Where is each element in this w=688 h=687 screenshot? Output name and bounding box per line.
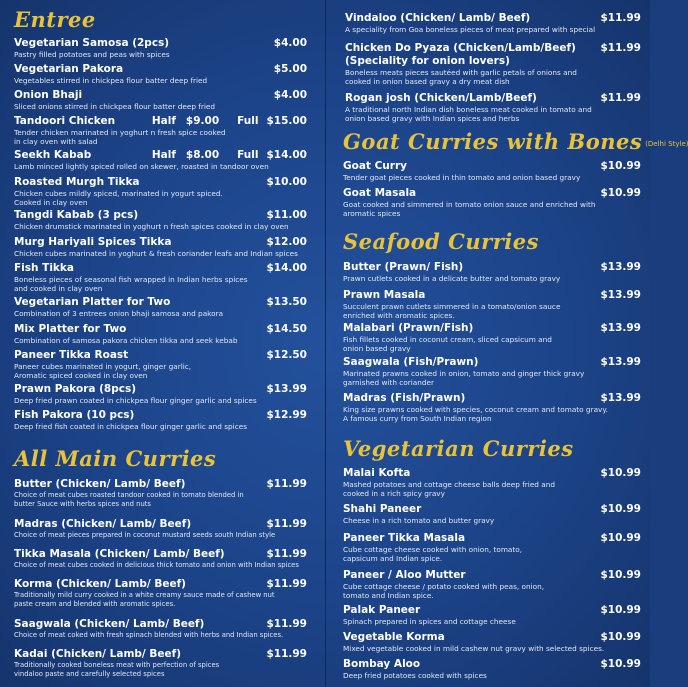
menu-item-row <box>14 618 307 631</box>
item-name: Butter (Chicken/ Lamb/ Beef) <box>14 478 186 490</box>
item-price: $10.99 <box>600 604 641 616</box>
item-name: Madras (Fish/Prawn) <box>343 392 466 404</box>
menu-item <box>343 569 641 600</box>
menu-item-row <box>14 115 307 128</box>
goat-subtitle: (Delhi Style) <box>645 139 688 148</box>
item-price: $13.99 <box>600 261 641 273</box>
menu-item <box>14 262 307 293</box>
item-price: $14.00 <box>266 149 307 161</box>
item-description: Deep fried fish coated in chickpea flour ginger garlic and spices <box>14 422 247 431</box>
item-price: $13.50 <box>266 296 307 308</box>
item-name: Korma (Chicken/ Lamb/ Beef) <box>14 578 186 590</box>
item-price: $11.99 <box>266 648 307 660</box>
menu-item-row <box>343 631 641 644</box>
menu-item-row <box>343 289 641 302</box>
item-price: $10.99 <box>600 503 641 515</box>
item-price: $10.99 <box>600 532 641 544</box>
item-description: Deep fried prawn coated in chickpea flour ginger garlic and spices <box>14 396 257 405</box>
item-name-note: (Speciality for onion lovers) <box>345 55 510 67</box>
menu-item-row <box>343 569 641 582</box>
menu-item <box>343 604 641 626</box>
half-label: Half <box>151 149 176 161</box>
item-description: Boneless meats pieces sautéed with garlic petals of onions and <box>345 68 577 77</box>
item-price: $13.99 <box>266 383 307 395</box>
item-description: Succulent prawn cutlets simmered in a tomato/onion sauce <box>343 302 561 311</box>
menu-item-row <box>14 262 307 275</box>
item-price: $11.99 <box>266 618 307 630</box>
item-description: enriched with aromatic spices. <box>343 311 455 320</box>
item-description: Paneer cubes marinated in yogurt, ginger garlic, <box>14 362 192 371</box>
item-description: Sliced onions stirred in chickpea flour batter deep fried <box>14 102 216 111</box>
menu-item-row <box>14 37 307 50</box>
goat-title-text: Goat Curries with Bones <box>343 129 643 154</box>
item-description: Mashed potatoes and cottage cheese balls deep fried and <box>343 480 555 489</box>
item-description: Mixed vegetable cooked in mild cashew nut gravy with selected spices. <box>343 644 605 653</box>
menu-item <box>14 578 307 608</box>
item-description: King size prawns cooked with species, coconut cream and tomato gravy. <box>343 405 608 414</box>
menu-item-row <box>343 503 641 516</box>
menu-item <box>14 37 307 59</box>
entree-title: Entree <box>14 7 96 32</box>
item-description: garnished with coriander <box>343 378 435 387</box>
item-description: Spinach prepared in spices and cottage cheese <box>343 617 516 626</box>
item-name: Roasted Murgh Tikka <box>14 176 140 188</box>
item-name: Onion Bhaji <box>14 89 83 101</box>
menu-item-row <box>14 349 307 362</box>
item-name: Paneer Tikka Masala <box>343 532 466 544</box>
goat-title <box>343 130 688 156</box>
menu-item <box>14 296 307 318</box>
item-price: $13.99 <box>600 289 641 301</box>
menu-item-row <box>345 42 641 55</box>
item-description: Goat cooked and simmered in tomato onion sauce and enriched with <box>343 200 596 209</box>
item-name: Vegetarian Samosa (2pcs) <box>14 37 170 49</box>
item-description: Combination of samosa pakora chicken tikka and seek kebab <box>14 336 238 345</box>
item-price: $10.99 <box>600 658 641 670</box>
half-price: $9.00 <box>185 115 220 127</box>
item-description: cooked in a rich spicy gravy <box>343 489 445 498</box>
veg-section <box>343 437 574 461</box>
menu-item <box>343 503 641 525</box>
menu-item-row <box>14 648 307 661</box>
item-description: onion based gravy <box>343 344 411 353</box>
item-name: Tandoori Chicken <box>14 115 116 127</box>
half-price: $8.00 <box>185 149 220 161</box>
menu-item-row <box>345 92 641 105</box>
menu-item-row <box>14 383 307 396</box>
menu-item-row <box>14 323 307 336</box>
item-price: $11.99 <box>600 12 641 24</box>
item-description: Fish fillets cooked in coconut cream, sliced capsicum and <box>343 335 552 344</box>
item-name: Vegetarian Platter for Two <box>14 296 171 308</box>
item-name: Murg Hariyali Spices Tikka <box>14 236 172 248</box>
veg-title: Vegetarian Curries <box>343 436 574 461</box>
menu-item <box>343 356 641 387</box>
item-description: Traditionally mild curry cooked in a white creamy sauce made of cashew nut <box>14 591 275 599</box>
item-name: Prawn Masala <box>343 289 426 301</box>
menu-item-row <box>343 322 641 335</box>
item-price: $10.00 <box>266 176 307 188</box>
item-name: Goat Curry <box>343 160 407 172</box>
menu-item-row <box>14 209 307 222</box>
item-name: Butter (Prawn/ Fish) <box>343 261 464 273</box>
item-price: $10.99 <box>600 160 641 172</box>
item-name: Malai Kofta <box>343 467 411 479</box>
item-name: Goat Masala <box>343 187 417 199</box>
menu-item <box>14 323 307 345</box>
item-price: $4.00 <box>273 89 307 101</box>
item-description: paste cream and blended with aromatic spices. <box>14 599 176 608</box>
item-price: $13.99 <box>600 392 641 404</box>
menu-item <box>14 409 307 431</box>
menu-item <box>14 115 307 146</box>
item-description: Choice of meat coked with fresh spinach blended with herbs and Indian spices. <box>14 631 284 639</box>
menu-item <box>343 631 641 653</box>
menu-item-row <box>343 356 641 369</box>
item-description: and cooked in clay oven <box>14 284 103 293</box>
item-name: Fish Tikka <box>14 262 74 274</box>
menu-item <box>343 187 641 218</box>
menu-item <box>14 518 307 540</box>
item-price: $10.99 <box>600 187 641 199</box>
menu-item <box>14 176 307 207</box>
item-price: $11.99 <box>266 518 307 530</box>
item-description: A traditional north Indian dish boneless meat cooked in tomato and <box>345 105 592 114</box>
item-description: Cooked in clay oven <box>14 198 88 207</box>
menu-item-row <box>14 89 307 102</box>
item-name: Tangdi Kabab (3 pcs) <box>14 209 139 221</box>
item-description: tomato and Indian spice. <box>343 591 434 600</box>
item-name: Saagwala (Fish/Prawn) <box>343 356 479 368</box>
item-name: Paneer / Aloo Mutter <box>343 569 466 581</box>
item-price: $11.99 <box>600 42 641 54</box>
item-price: $4.00 <box>273 37 307 49</box>
half-label: Half <box>151 115 176 127</box>
item-description: Cube cottage cheese / potato cooked with peas, onion, <box>343 582 545 591</box>
item-description: Choice of meat cubes roasted tandoor cooked in tomato blended in <box>14 491 244 499</box>
item-description: vindaloo paste and carefully selected spices <box>14 669 165 678</box>
menu-item <box>343 467 641 498</box>
menu-item <box>14 383 307 405</box>
item-description: Combination of 3 entrees onion bhaji samosa and pakora <box>14 309 224 318</box>
menu-item <box>14 209 307 231</box>
item-price: $11.99 <box>600 92 641 104</box>
item-description: Prawn cutlets cooked in a delicate butter and tomato gravy <box>343 274 561 283</box>
menu-item-row <box>343 392 641 405</box>
item-description: A speciality from Goa boneless pieces of meat prepared with special <box>345 25 596 34</box>
item-description: capsicum and Indian spice. <box>343 554 443 563</box>
menu-item-row <box>343 658 641 671</box>
item-name: Vindaloo (Chicken/ Lamb/ Beef) <box>345 12 531 24</box>
menu-item <box>14 548 307 570</box>
item-description: Marinated prawns cooked in onion, tomato and ginger thick gravy <box>343 369 585 378</box>
menu-item <box>345 42 641 86</box>
item-name: Vegetable Korma <box>343 631 445 643</box>
item-name: Prawn Pakora (8pcs) <box>14 383 137 395</box>
item-description: Boneless pieces of seasonal fish wrapped in Indian herbs spices <box>14 275 248 284</box>
goat-section <box>343 130 688 156</box>
item-price: $11.99 <box>266 548 307 560</box>
item-description: Chicken cubes marinated in yoghurt & fresh coriander leafs and Indian spices <box>14 249 298 258</box>
menu-item-row <box>14 578 307 591</box>
item-name: Seekh Kabab <box>14 149 92 161</box>
item-description: Vegetables stirred in chickpea flour batter deep fried <box>14 76 208 85</box>
item-price: $12.99 <box>266 409 307 421</box>
menu-item <box>14 478 307 508</box>
item-description: cooked in onion based gravy a dry meat dish <box>345 77 510 86</box>
menu-item <box>14 618 307 640</box>
item-name: Malabari (Prawn/Fish) <box>343 322 474 334</box>
item-price: $14.50 <box>266 323 307 335</box>
item-name: Tikka Masala (Chicken/ Lamb/ Beef) <box>14 548 225 560</box>
full-label: Full <box>237 149 259 161</box>
main-curries-title: All Main Curries <box>14 446 217 471</box>
menu-item-row <box>343 187 641 200</box>
menu-item <box>14 89 307 111</box>
item-description: Chicken drumstick marinated in yoghurt n fresh spices cooked in clay oven <box>14 222 289 231</box>
menu-item-row <box>343 532 641 545</box>
menu-item <box>343 392 641 423</box>
item-price: $14.00 <box>266 262 307 274</box>
item-price: $5.00 <box>273 63 307 75</box>
menu-item-row <box>14 548 307 561</box>
item-description: Lamb minced lightly spiced rolled on skewer, roasted in tandoor oven <box>14 162 269 171</box>
item-description: Tender chicken marinated in yoghurt n fresh spice cooked <box>14 128 226 137</box>
item-price: $12.00 <box>266 236 307 248</box>
item-name: Fish Pakora (10 pcs) <box>14 409 135 421</box>
item-description: butter Sauce with herbs spices and nuts <box>14 499 151 508</box>
item-name: Mix Platter for Two <box>14 323 127 335</box>
item-price: $11.00 <box>266 209 307 221</box>
main-curries-section <box>14 447 216 471</box>
menu-item-row <box>14 149 307 162</box>
item-name: Madras (Chicken/ Lamb/ Beef) <box>14 518 192 530</box>
item-description: Cheese in a rich tomato and butter gravy <box>343 516 495 525</box>
item-description: aromatic spices <box>343 209 401 218</box>
menu-item <box>345 92 641 123</box>
item-description: Choice of meat pieces prepared in coconut mustard seeds south Indian style <box>14 531 276 539</box>
item-name: Vegetarian Pakora <box>14 63 124 75</box>
menu-item <box>14 236 307 258</box>
item-description: A famous curry from South Indian region <box>343 414 492 423</box>
menu-item <box>345 12 641 34</box>
item-price: $13.99 <box>600 322 641 334</box>
item-description: Traditionally cooked boneless meat with perfection of spices <box>14 661 220 669</box>
item-name: Chicken Do Pyaza (Chicken/Lamb/Beef) <box>345 42 576 54</box>
menu-item-row <box>343 160 641 173</box>
item-description: Deep fried potatoes cooked with spices <box>343 671 487 680</box>
menu-item-row <box>14 518 307 531</box>
item-description: onion based gravy with Indian spices and herbs <box>345 114 520 123</box>
menu-item-row <box>14 478 307 491</box>
menu-item-row <box>14 176 307 189</box>
menu-item <box>343 160 641 182</box>
seafood-title: Seafood Curries <box>343 229 539 254</box>
menu-item-row <box>14 63 307 76</box>
menu-item <box>343 532 641 563</box>
item-name: Palak Paneer <box>343 604 421 616</box>
full-label: Full <box>237 115 259 127</box>
item-price: $15.00 <box>266 115 307 127</box>
item-name: Paneer Tikka Roast <box>14 349 129 361</box>
item-description: Pastry filled potatoes and peas with spices <box>14 50 170 59</box>
menu-item-row <box>14 296 307 309</box>
menu-item-row <box>14 236 307 249</box>
item-name: Shahi Paneer <box>343 503 422 515</box>
item-price: $11.99 <box>266 578 307 590</box>
menu-item-row <box>343 467 641 480</box>
item-name: Kadai (Chicken/ Lamb/ Beef) <box>14 648 182 660</box>
seafood-section <box>343 230 539 254</box>
item-name: Rogan josh (Chicken/Lamb/Beef) <box>345 92 537 104</box>
item-price: $10.99 <box>600 467 641 479</box>
item-description: Aromatic spiced cooked in clay oven <box>14 371 148 380</box>
item-price: $10.99 <box>600 631 641 643</box>
menu-item <box>343 658 641 680</box>
menu-item <box>343 261 641 283</box>
menu-item-row <box>14 409 307 422</box>
menu-item-row <box>343 604 641 617</box>
item-description: Choice of meat cubes cooked in delicious thick tomato and onion with Indian spices <box>14 561 299 569</box>
menu-item-row <box>343 261 641 274</box>
menu-item <box>343 322 641 353</box>
item-price: $12.50 <box>266 349 307 361</box>
entree-section <box>14 8 96 32</box>
item-description: Cube cottage cheese cooked with onion, tomato, <box>343 545 523 554</box>
menu-item <box>14 349 307 380</box>
item-description: in clay oven with salad <box>14 137 98 146</box>
item-description: Tender goat pieces cooked in thin tomato and onion based gravy <box>343 173 581 182</box>
item-name: Bombay Aloo <box>343 658 421 670</box>
item-name: Saagwala (Chicken/ Lamb/ Beef) <box>14 618 205 630</box>
column-divider <box>325 0 326 687</box>
item-price: $11.99 <box>266 478 307 490</box>
menu-item <box>14 149 307 171</box>
menu-item <box>14 648 307 678</box>
item-price: $13.99 <box>600 356 641 368</box>
item-price: $10.99 <box>600 569 641 581</box>
menu-item-row <box>345 12 641 25</box>
menu-item <box>14 63 307 85</box>
menu-item <box>343 289 641 320</box>
item-description: Chicken cubes mildly spiced, marinated in yogurt spiced. <box>14 189 223 198</box>
